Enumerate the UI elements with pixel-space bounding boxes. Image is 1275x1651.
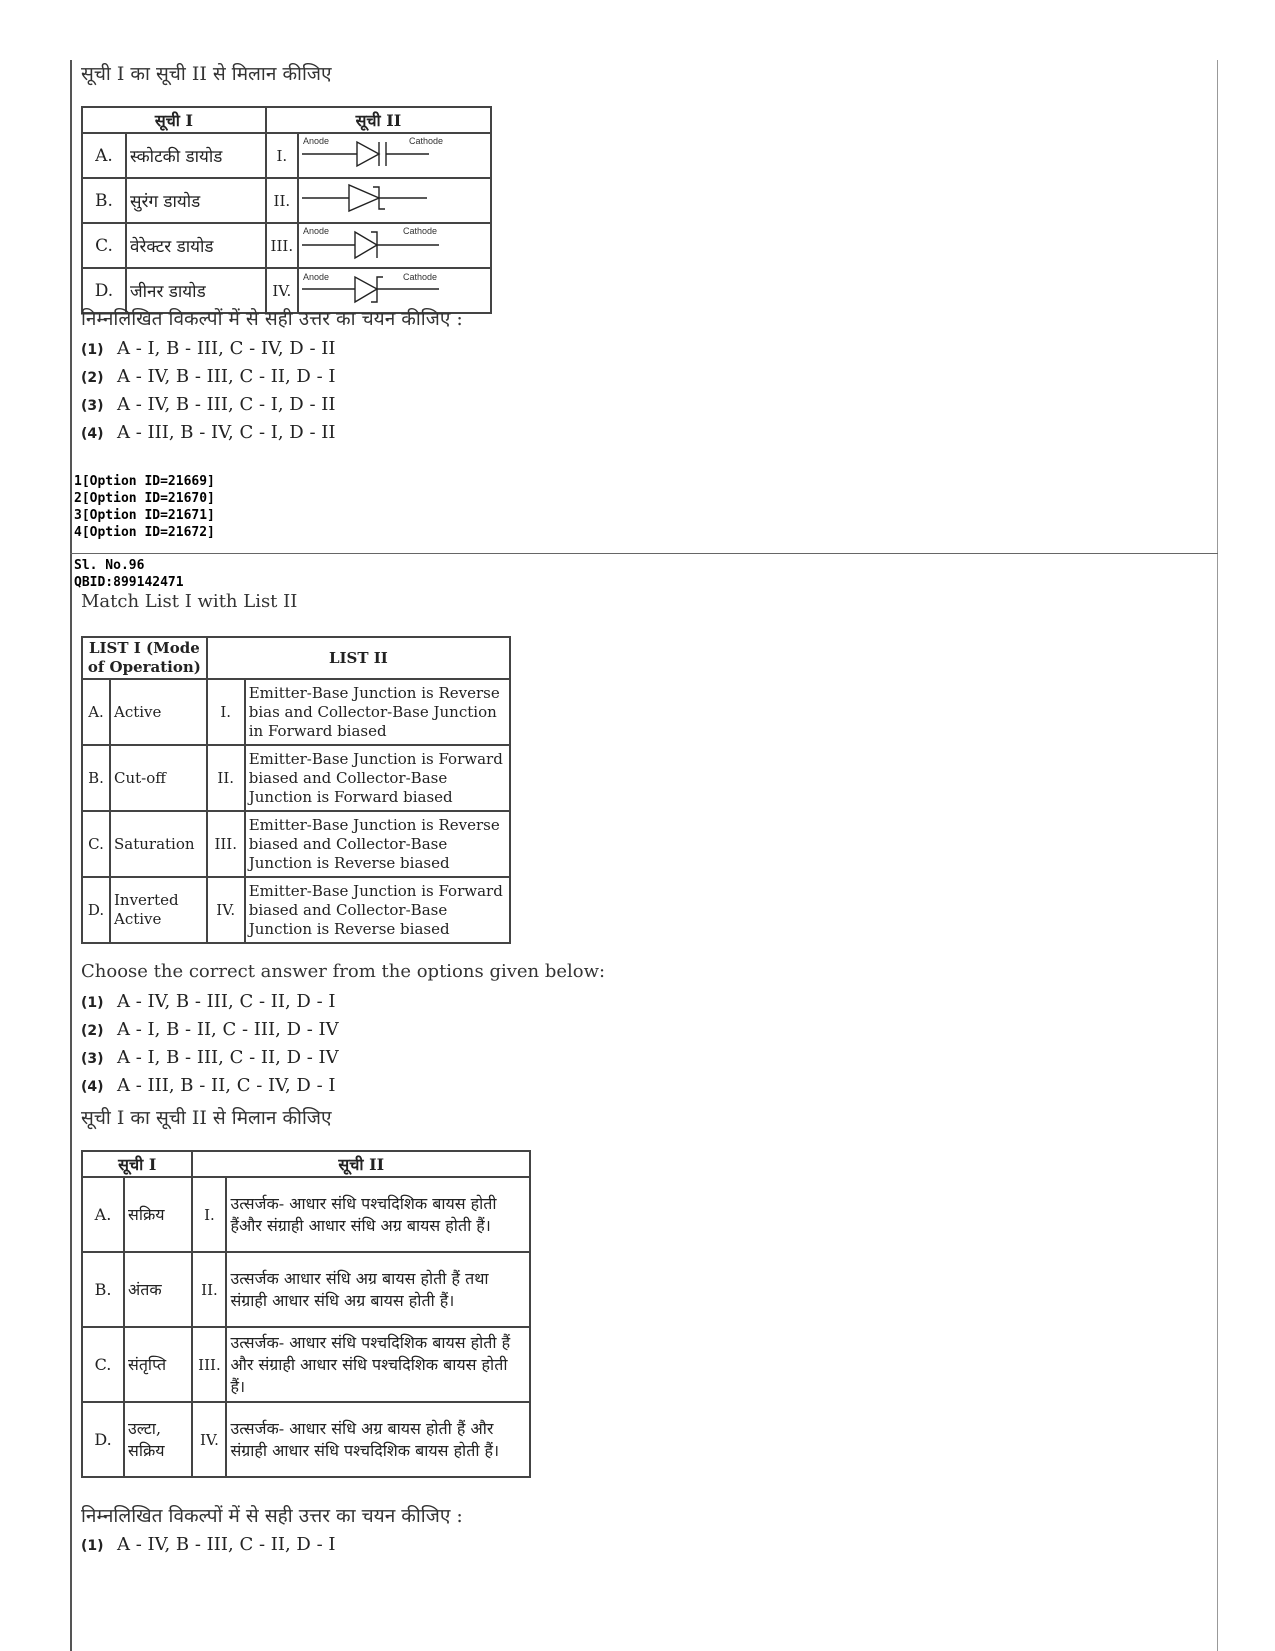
row-letter: A. [82, 679, 110, 745]
q95-hi-option-2[interactable] [81, 366, 336, 387]
q95-hi-option-1[interactable] [81, 338, 336, 359]
tunnel-diode-symbol [298, 178, 491, 223]
q95-option-ids [74, 473, 215, 541]
svg-text:Cathode: Cathode [402, 272, 437, 282]
q96-hi-instruction: सूची I का सूची II से मिलान कीजिए [81, 1107, 332, 1129]
option-text: A - IV, B - III, C - II, D - I [117, 1534, 336, 1555]
row-item: Inverted Active [110, 877, 207, 943]
table-row [82, 133, 491, 178]
row-roman: II. [266, 178, 298, 223]
q96-option-4[interactable] [81, 1075, 336, 1096]
svg-text:Anode: Anode [302, 272, 329, 282]
q95-hi-option-4[interactable] [81, 422, 336, 443]
q96-hi-option-1[interactable] [81, 1534, 336, 1555]
row-roman: IV. [266, 268, 298, 313]
q96-hi-header-list2: सूची II [192, 1151, 530, 1177]
row-item: स्कोटकी डायोड [126, 133, 266, 178]
option-number: (3) [81, 1051, 104, 1067]
row-description: Emitter-Base Junction is Forward biased and Collector-Base Junction is Forward biased [245, 745, 510, 811]
q95-hi-prompt: निम्नलिखित विकल्पों में से सही उत्तर का चयन कीजिए : [81, 308, 463, 330]
question-divider [70, 553, 1218, 554]
table-row [82, 811, 510, 877]
svg-text:Anode: Anode [302, 136, 329, 146]
table-row [82, 1327, 530, 1402]
row-letter: B. [82, 745, 110, 811]
q95-hi-header-list2: सूची II [266, 107, 491, 133]
option-id: 3[Option ID=21671] [74, 508, 215, 523]
q96-hi-header-list1: सूची I [82, 1151, 192, 1177]
q95-hi-instruction: सूची I का सूची II से मिलान कीजिए [81, 63, 332, 85]
q95-hi-option-3[interactable] [81, 394, 336, 415]
q96-option-2[interactable] [81, 1019, 339, 1040]
row-letter: B. [82, 178, 126, 223]
option-number: (1) [81, 995, 104, 1011]
q96-header-list2: LIST II [207, 637, 510, 679]
row-letter: C. [82, 1327, 124, 1402]
option-id: 4[Option ID=21672] [74, 525, 215, 540]
row-description: Emitter-Base Junction is Reverse biased and Collector-Base Junction is Reverse biased [245, 811, 510, 877]
option-number: (2) [81, 1023, 104, 1039]
row-letter: D. [82, 1402, 124, 1477]
row-item: अंतक [124, 1252, 192, 1327]
row-letter: A. [82, 133, 126, 178]
row-letter: D. [82, 877, 110, 943]
table-row [82, 1402, 530, 1477]
table-row [82, 1252, 530, 1327]
table-row [82, 877, 510, 943]
row-letter: C. [82, 811, 110, 877]
q96-prompt: Choose the correct answer from the options given below: [81, 961, 606, 982]
q95-hi-match-table [81, 106, 492, 314]
row-item: संतृप्ति [124, 1327, 192, 1402]
row-roman: IV. [207, 877, 245, 943]
row-description: उत्सर्जक- आधार संधि पश्चदिशिक बायस होती हैं और संग्राही आधार संधि पश्चदिशिक बायस होती हैं। [226, 1327, 530, 1402]
table-row [82, 223, 491, 268]
option-number: (1) [81, 1538, 104, 1554]
row-description: उत्सर्जक- आधार संधि पश्चदिशिक बायस होती हैंऔर संग्राही आधार संधि अग्र बायस होती हैं। [226, 1177, 530, 1252]
varactor-diode-symbol [298, 223, 491, 268]
q96-match-table [81, 636, 511, 944]
row-item: Cut-off [110, 745, 207, 811]
row-item: Active [110, 679, 207, 745]
svg-text:Cathode: Cathode [402, 226, 437, 236]
table-row [82, 1177, 530, 1252]
serial-number: Sl. No.96 [74, 558, 145, 573]
option-text: A - I, B - II, C - III, D - IV [117, 1019, 339, 1040]
svg-text:Anode: Anode [302, 226, 329, 236]
table-row [82, 178, 491, 223]
option-text: A - I, B - III, C - IV, D - II [117, 338, 336, 359]
row-letter: A. [82, 1177, 124, 1252]
row-letter: C. [82, 223, 126, 268]
row-roman: I. [266, 133, 298, 178]
row-item: सुरंग डायोड [126, 178, 266, 223]
option-number: (1) [81, 342, 104, 358]
option-number: (4) [81, 1079, 104, 1095]
row-description: उत्सर्जक- आधार संधि अग्र बायस होती हैं और संग्राही आधार संधि पश्चदिशिक बायस होती हैं। [226, 1402, 530, 1477]
row-roman: III. [207, 811, 245, 877]
option-text: A - IV, B - III, C - II, D - I [117, 991, 336, 1012]
row-item: वेरेक्टर डायोड [126, 223, 266, 268]
q96-hi-prompt: निम्नलिखित विकल्पों में से सही उत्तर का चयन कीजिए : [81, 1505, 463, 1527]
option-text: A - III, B - IV, C - I, D - II [117, 422, 336, 443]
row-description: उत्सर्जक आधार संधि अग्र बायस होती हैं तथा संग्राही आधार संधि अग्र बायस होती हैं। [226, 1252, 530, 1327]
row-letter: D. [82, 268, 126, 313]
q96-option-3[interactable] [81, 1047, 339, 1068]
option-number: (2) [81, 370, 104, 386]
row-roman: III. [192, 1327, 226, 1402]
row-roman: II. [207, 745, 245, 811]
option-text: A - IV, B - III, C - II, D - I [117, 366, 336, 387]
row-item: उल्टा, सक्रिय [124, 1402, 192, 1477]
row-item: सक्रिय [124, 1177, 192, 1252]
table-row [82, 745, 510, 811]
row-description: Emitter-Base Junction is Reverse bias and Collector-Base Junction in Forward biased [245, 679, 510, 745]
option-number: (3) [81, 398, 104, 414]
row-item: जीनर डायोड [126, 268, 266, 313]
row-roman: III. [266, 223, 298, 268]
q96-instruction: Match List I with List II [81, 591, 298, 612]
q96-option-1[interactable] [81, 991, 336, 1012]
row-item: Saturation [110, 811, 207, 877]
row-roman: I. [192, 1177, 226, 1252]
q96-header-list1: LIST I (Mode of Operation) [82, 637, 207, 679]
right-border-line [1217, 60, 1218, 1651]
row-description: Emitter-Base Junction is Forward biased and Collector-Base Junction is Reverse biased [245, 877, 510, 943]
schottky-diode-symbol [298, 133, 491, 178]
option-text: A - I, B - III, C - II, D - IV [117, 1047, 339, 1068]
q96-header [74, 557, 184, 591]
table-row [82, 679, 510, 745]
q95-hi-header-list1: सूची I [82, 107, 266, 133]
option-text: A - IV, B - III, C - I, D - II [117, 394, 336, 415]
option-id: 2[Option ID=21670] [74, 491, 215, 506]
svg-text:Cathode: Cathode [408, 136, 443, 146]
q96-hi-match-table [81, 1150, 531, 1478]
row-roman: II. [192, 1252, 226, 1327]
left-border-line [70, 60, 72, 1651]
row-roman: IV. [192, 1402, 226, 1477]
row-letter: B. [82, 1252, 124, 1327]
option-id: 1[Option ID=21669] [74, 474, 215, 489]
row-roman: I. [207, 679, 245, 745]
question-bank-id: QBID:899142471 [74, 575, 184, 590]
option-number: (4) [81, 426, 104, 442]
option-text: A - III, B - II, C - IV, D - I [117, 1075, 336, 1096]
